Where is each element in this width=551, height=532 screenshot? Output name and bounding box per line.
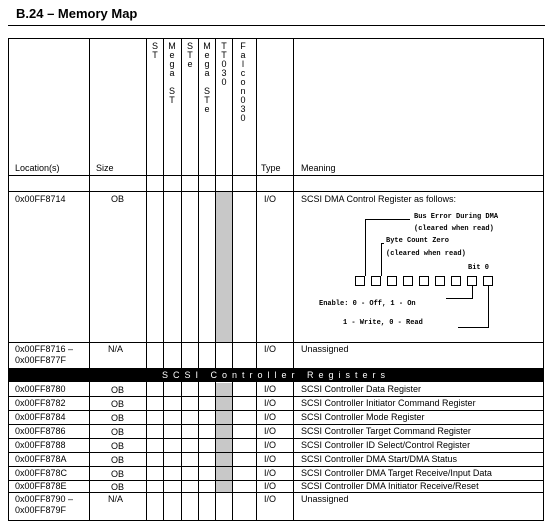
header-mega-st: M e g a S T <box>168 41 176 105</box>
page-title: B.24 – Memory Map <box>16 6 138 21</box>
row-location: 0x00FF8790 – 0x00FF879F <box>15 494 74 515</box>
row-location: 0x00FF8716 – 0x00FF877F <box>15 344 74 365</box>
bit0-label: Bit 0 <box>468 264 490 272</box>
header-falcon030: F a l c o n 0 3 0 <box>240 41 246 123</box>
byte-count-label: Byte Count Zero <box>386 237 450 245</box>
bus-error-label: Bus Error During DMA <box>414 213 499 221</box>
enable-label: Enable: 0 - Off, 1 - On <box>319 300 416 308</box>
header-ste: S T e <box>186 41 193 69</box>
row-type: I/O <box>264 344 277 354</box>
row-meaning: Unassigned <box>301 494 349 504</box>
bus-error-note: (cleared when read) <box>414 225 494 233</box>
row-size: OB <box>111 194 125 204</box>
row-size: N/A <box>108 494 124 504</box>
row-location: 0x00FF8714 <box>15 194 66 204</box>
header-location: Location(s) <box>15 163 60 173</box>
title-rule <box>8 25 545 26</box>
header-tt030: T T 0 3 0 <box>221 41 227 87</box>
row-type: I/O <box>264 494 277 504</box>
row-meaning: Unassigned <box>301 344 349 354</box>
header-mega-ste: M e g a S T e <box>203 41 211 114</box>
memory-map-table: Location(s) Size S T M e g a S T S T e M e g a S T e T T 0 3 0 F a l c o n 0 3 0 Type Meaning 0x00FF8714 OB I/O SCSI DMA Control Register as follows: Bus Error During DMA (cleared when read) Byte Count Zero (cleared when read) Bit 0 Enable: 0 - Off, 1 - On 1 - Write, 0 - Read 0x00FF8716 – 0x00FF877F N/A I/O Unassigned SCSI Controller Registers 0x00FF8780 OB I/O SCSI Controller Data Register 0x00FF8782 OB I/O SCSI Controller Initiator Command Register 0x00FF8784 OB I/O SCSI Controller Mode Register 0x00FF8786 OB I/O SCSI Controller Target Command Register 0x00FF8788 OB I/O SCSI Controller ID Select/Control Register 0x00FF878A OB I/O SCSI Controller DMA Start/DMA Status 0x00FF878C OB I/O SCSI Controller DMA Target Receive/Input Data 0x00FF878E OB I/O SCSI Controller DMA Initiator Receive/Reset 0x00FF8790 – 0x00FF879F N/A I/O Unassigned <box>8 38 544 521</box>
tt030-shade <box>215 191 232 342</box>
section-banner: SCSI Controller Registers <box>9 368 543 382</box>
row-type: I/O <box>264 194 277 204</box>
header-meaning: Meaning <box>301 163 336 173</box>
byte-count-note: (cleared when read) <box>386 250 466 258</box>
row-size: N/A <box>108 344 124 354</box>
header-type: Type <box>261 163 281 173</box>
row-meaning: SCSI DMA Control Register as follows: <box>301 194 457 204</box>
header-st: S T <box>151 41 158 60</box>
write-read-label: 1 - Write, 0 - Read <box>343 319 423 327</box>
header-size: Size <box>96 163 114 173</box>
